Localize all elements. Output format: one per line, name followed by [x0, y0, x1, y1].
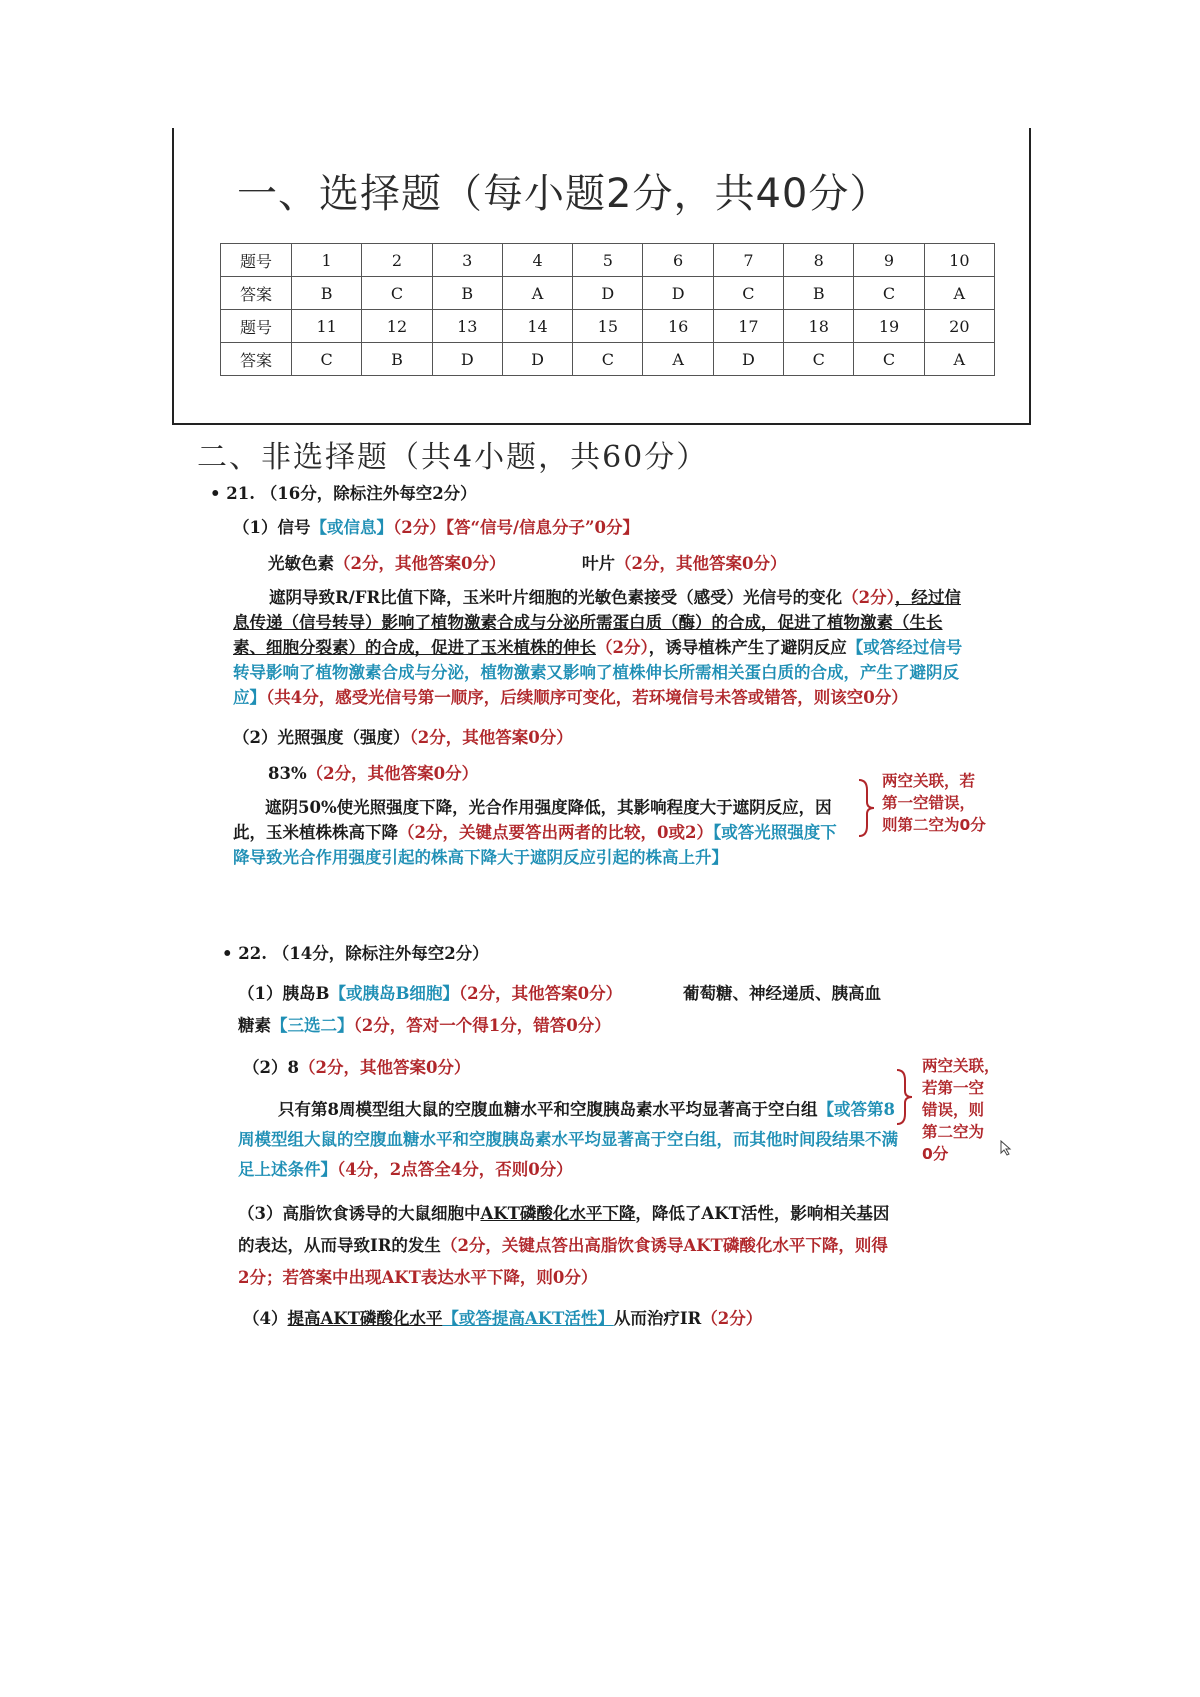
- answer-text: ，降低了AKT活性，影响相关基因的表达，从而导致IR的发生: [238, 1204, 890, 1255]
- table-cell: C: [292, 343, 362, 376]
- scoring-note: （2分，其他答案0分）: [306, 764, 479, 783]
- scoring-note: （2分）【答“信号/信息分子”0分】: [392, 518, 639, 537]
- scoring-note: （共4分，感受光信号第一顺序，后续顺序可变化，若环境信号未答或错答，则该空0分）: [266, 688, 908, 707]
- table-cell: 16: [643, 310, 713, 343]
- section1-title: 一、选择题（每小题2分，共40分）: [237, 171, 891, 217]
- underlined-answer: ，经过信息传递（信号转导）影响了植物激素合成与分泌所需蛋白质（酶）的合成，促进了植物激素（生长素、细胞分裂素）的合成，促进了玉米植株的伸长: [233, 588, 961, 657]
- table-cell: 10: [924, 244, 994, 277]
- q22-part1: [238, 983, 622, 1005]
- table-cell: 题号: [221, 244, 292, 277]
- answer-text: 光敏色素: [268, 554, 334, 573]
- table-cell: 9: [854, 244, 924, 277]
- q21-part1-explanation: [233, 585, 975, 710]
- q21-part1-line2: [268, 553, 505, 575]
- table-cell: 1: [292, 244, 362, 277]
- table-cell: C: [854, 277, 924, 310]
- q21-part1: [233, 517, 639, 539]
- table-row: [221, 277, 995, 310]
- scoring-note: （4分，2点答全4分，否则0分）: [337, 1160, 573, 1179]
- answer-text: （3）高脂饮食诱导的大鼠细胞中: [238, 1204, 481, 1223]
- table-cell: C: [784, 343, 854, 376]
- q21-part1-line2b: [582, 553, 786, 575]
- note-line: 两空关联，: [922, 1057, 1000, 1075]
- table-cell: 15: [573, 310, 643, 343]
- table-cell: 12: [362, 310, 432, 343]
- note-line: 第二空为: [922, 1123, 985, 1141]
- q22-part3: [238, 1198, 898, 1294]
- answer-text: 83%: [268, 764, 307, 783]
- scoring-note: （2分，其他答案0分）: [458, 984, 623, 1003]
- note-line: 若第一空: [922, 1079, 985, 1097]
- scoring-note: （2分）: [596, 638, 649, 657]
- alt-answer: 【或答经过信号转导影响了植物激素合成与分泌，植物激素又影响了植株伸长所需相关蛋白质的合成，产生了避阴反应】: [233, 638, 963, 707]
- scoring-note: （2分，关键点答出高脂饮食诱导AKT磷酸化水平下降，则得2分；若答案中出现AKT表达水平下降，则0分）: [238, 1236, 888, 1287]
- table-cell: 答案: [221, 277, 292, 310]
- table-cell: 4: [502, 244, 572, 277]
- table-cell: B: [784, 277, 854, 310]
- answer-text: 叶片: [582, 554, 615, 573]
- answer-text: ，诱导植株产生了避阴反应: [648, 638, 847, 657]
- scoring-note: （2分，其他答案0分）: [298, 1058, 471, 1077]
- table-cell: B: [432, 277, 502, 310]
- answer-text: （4）: [243, 1309, 288, 1328]
- table-cell: C: [713, 277, 783, 310]
- answer-table: [220, 243, 995, 376]
- answer-text: （1）信号: [233, 518, 311, 537]
- q21-linked-note: [882, 770, 986, 836]
- answer-text: 从而治疗IR: [613, 1309, 702, 1328]
- table-cell: 19: [854, 310, 924, 343]
- brace-icon: [855, 778, 877, 838]
- q22-linked-note: [922, 1055, 1000, 1165]
- table-cell: 18: [784, 310, 854, 343]
- q22-part2-explanation: [238, 1095, 898, 1185]
- note-line: 第一空错误，: [882, 794, 976, 812]
- q22-header: • 22. （14分，除标注外每空2分）: [222, 944, 489, 963]
- note-line: 0分: [922, 1145, 949, 1163]
- table-row: [221, 343, 995, 376]
- answer-text: 遮阴导致R/FR比值下降，玉米叶片细胞的光敏色素接受（感受）光信号的变化: [269, 588, 843, 607]
- q21-header: • 21. （16分，除标注外每空2分）: [210, 484, 477, 503]
- answer-text: （2）8: [243, 1058, 299, 1077]
- table-cell: A: [924, 343, 994, 376]
- answer-text: 糖素: [238, 1016, 271, 1035]
- table-cell: D: [713, 343, 783, 376]
- table-cell: D: [432, 343, 502, 376]
- table-cell: C: [362, 277, 432, 310]
- scoring-note: （2分，答对一个得1分，错答0分）: [353, 1016, 611, 1035]
- table-cell: B: [292, 277, 362, 310]
- q21-part2: [233, 727, 573, 749]
- scoring-note: （2分）: [842, 588, 895, 607]
- section2-title: 二、非选择题（共4小题，共60分）: [197, 440, 709, 475]
- table-cell: 2: [362, 244, 432, 277]
- note-line: 两空关联，若: [882, 772, 976, 790]
- q22-part4: [243, 1308, 762, 1330]
- table-cell: 11: [292, 310, 362, 343]
- table-cell: 17: [713, 310, 783, 343]
- answer-text: 只有第8周模型组大鼠的空腹血糖水平和空腹胰岛素水平均显著高于空白组: [278, 1100, 818, 1119]
- alt-answer: 【或信息】: [310, 518, 393, 537]
- note-line: 错误，则: [922, 1101, 985, 1119]
- alt-answer: 【或胰岛B细胞】: [329, 984, 459, 1003]
- table-cell: C: [573, 343, 643, 376]
- scoring-note: （2分，关键点要答出两者的比较，0或2）: [398, 823, 713, 842]
- scoring-note: （2分，其他答案0分）: [615, 554, 787, 573]
- table-cell: 答案: [221, 343, 292, 376]
- table-row: [221, 310, 995, 343]
- table-cell: D: [573, 277, 643, 310]
- table-cell: 8: [784, 244, 854, 277]
- table-cell: D: [643, 277, 713, 310]
- scoring-note: （2分，其他答案0分）: [334, 554, 506, 573]
- q22-part1-line2: [238, 1015, 611, 1037]
- answer-text: （1）胰岛B: [238, 984, 330, 1003]
- table-cell: 6: [643, 244, 713, 277]
- table-cell: 题号: [221, 310, 292, 343]
- q22-part1-second-blank: 葡萄糖、神经递质、胰高血: [683, 984, 881, 1003]
- table-cell: 7: [713, 244, 783, 277]
- table-cell: 3: [432, 244, 502, 277]
- table-cell: B: [362, 343, 432, 376]
- table-cell: D: [502, 343, 572, 376]
- table-cell: A: [643, 343, 713, 376]
- q22-part2: [243, 1057, 470, 1079]
- table-row: [221, 244, 995, 277]
- table-cell: A: [502, 277, 572, 310]
- alt-answer: 【或答第8周模型组大鼠的空腹血糖水平和空腹胰岛素水平均显著高于空白组，而其他时间段结果不满足上述条件】: [238, 1100, 898, 1179]
- table-cell: 20: [924, 310, 994, 343]
- brace-icon: [893, 1068, 915, 1126]
- mouse-pointer-icon: [1000, 1140, 1012, 1156]
- q21-part2-line2: [268, 763, 478, 785]
- answer-text: （2）光照强度（强度）: [233, 728, 410, 747]
- q21-part2-explanation: [233, 795, 848, 870]
- scoring-note: （2分）: [701, 1309, 763, 1328]
- alt-answer: 【或答提高AKT活性】: [442, 1309, 614, 1328]
- table-cell: 14: [502, 310, 572, 343]
- table-cell: A: [924, 277, 994, 310]
- table-cell: C: [854, 343, 924, 376]
- table-cell: 5: [573, 244, 643, 277]
- alt-answer: 【或答光照强度下降导致光合作用强度引起的株高下降大于遮阴反应引起的株高上升】: [233, 823, 837, 867]
- note-line: 则第二空为0分: [882, 816, 986, 834]
- table-cell: 13: [432, 310, 502, 343]
- underlined-answer: 提高AKT磷酸化水平: [287, 1309, 443, 1328]
- answer-text: 遮阴50%使光照强度下降，光合作用强度降低，其影响程度大于遮阴反应，因此，玉米植株株高下降: [233, 798, 832, 842]
- underlined-answer: AKT磷酸化水平下降: [480, 1204, 636, 1223]
- alt-answer: 【三选二】: [271, 1016, 354, 1035]
- scoring-note: （2分，其他答案0分）: [409, 728, 573, 747]
